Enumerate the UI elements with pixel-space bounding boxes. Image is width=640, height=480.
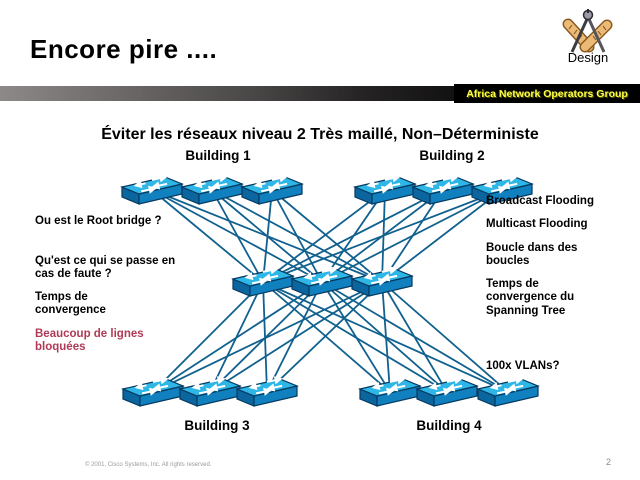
note-multicast-flooding: Multicast Flooding	[486, 218, 588, 230]
workgroup-switch-icon	[413, 175, 473, 204]
logo-label: Design	[567, 50, 609, 65]
workgroup-switch-icon	[180, 377, 240, 406]
link-line	[267, 282, 382, 392]
copyright-text: © 2001, Cisco Systems, Inc. All rights reserved.	[85, 462, 212, 468]
workgroup-switch-icon	[122, 175, 182, 204]
link-line	[263, 282, 508, 392]
divider-bar	[0, 86, 458, 101]
label-building-3: Building 3	[184, 418, 250, 433]
note-root-bridge: Ou est le Root bridge ?	[35, 215, 162, 227]
link-line	[322, 282, 508, 392]
note-spanning-tree: Temps de convergence du Spanning Tree	[486, 278, 575, 317]
link-line	[267, 282, 322, 392]
note-faute: Qu'est ce qui se passe en cas de faute ?	[35, 255, 176, 281]
link-line	[263, 190, 443, 282]
slide-subtitle: Éviter les réseaux niveau 2 Très maillé, Non–Déterministe	[101, 126, 539, 143]
note-lignes-bloquees: Beaucoup de lignes bloquées	[35, 328, 144, 354]
link-line	[153, 282, 382, 392]
link-line	[382, 190, 502, 282]
workgroup-switch-icon	[182, 175, 242, 204]
link-line	[153, 282, 263, 392]
note-broadcast-flooding: Broadcast Flooding	[486, 195, 594, 207]
label-building-1: Building 1	[185, 148, 251, 163]
workgroup-switch-icon	[355, 175, 415, 204]
workgroup-switch-icon	[478, 377, 538, 406]
workgroup-switch-icon	[237, 377, 297, 406]
note-convergence: Temps de convergence	[35, 291, 106, 317]
label-building-4: Building 4	[416, 418, 482, 433]
page-title: Encore pire ....	[30, 34, 218, 64]
afnog-banner	[454, 84, 640, 103]
note-vlans: 100x VLANs?	[486, 360, 560, 372]
note-boucles: Boucle dans des boucles	[486, 242, 578, 268]
workgroup-switch-icon	[417, 377, 477, 406]
link-line	[263, 282, 390, 392]
workgroup-switch-icon	[360, 377, 420, 406]
link-line	[322, 190, 502, 282]
afnog-banner-text: Africa Network Operators Group	[466, 87, 628, 100]
workgroup-switch-icon	[242, 175, 302, 204]
page-number: 2	[606, 457, 612, 467]
label-building-2: Building 2	[419, 148, 485, 163]
